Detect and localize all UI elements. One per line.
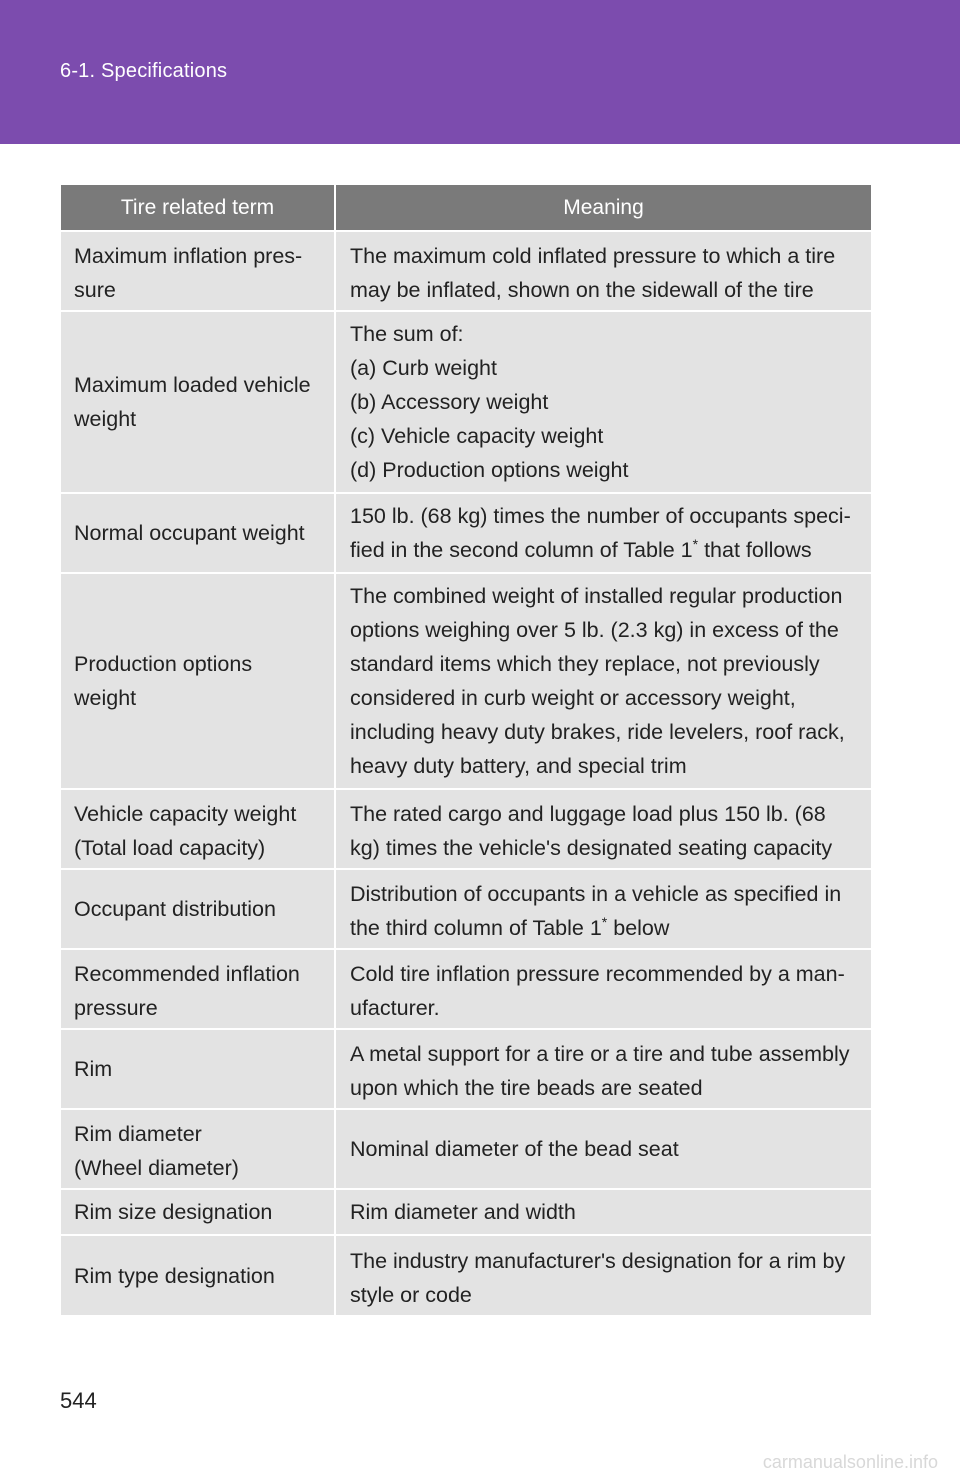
term-text: Vehicle capacity weight (74, 802, 297, 826)
meaning-text: that follows (704, 538, 812, 562)
footnote-mark: * (692, 535, 699, 552)
page-number: 544 (60, 1388, 97, 1413)
term-text: Rim type designation (74, 1263, 275, 1288)
section-title: 6-1. Specifications (60, 60, 228, 82)
meaning-text: kg) times the vehicle's designated seating capacity (350, 836, 833, 860)
table-row (61, 231, 871, 311)
term-text: (Total load capacity) (74, 836, 266, 860)
term-text: Rim diameter (74, 1122, 202, 1146)
term-text: Maximum loaded vehicle (74, 373, 311, 397)
meaning-text: The rated cargo and luggage load plus 150 lb. (68 (350, 802, 826, 826)
meaning-text: fied in the second column of Table 1 (350, 538, 693, 562)
term-cell (61, 311, 335, 493)
meaning-line (350, 533, 863, 567)
term-cell (61, 789, 335, 869)
term-cell (61, 949, 335, 1029)
header-bar (0, 0, 960, 144)
meaning-text: 150 lb. (68 kg) times the number of occupants speci- (350, 504, 851, 528)
meaning-cell (335, 231, 871, 311)
meaning-cell (335, 573, 871, 789)
meaning-text: The maximum cold inflated pressure to which a tire (350, 244, 836, 268)
term-text: Recommended inflation (74, 962, 300, 986)
meaning-line (350, 911, 863, 945)
footnote-mark: * (601, 913, 608, 930)
meaning-text: (d) Production options weight (350, 458, 629, 482)
tire-terms-table (61, 185, 871, 1315)
table-row (61, 1109, 871, 1189)
meaning-text: Cold tire inflation pressure recommended by a man- (350, 962, 845, 986)
term-cell (61, 1029, 335, 1109)
meaning-text: ufacturer. (350, 996, 440, 1020)
meaning-cell (335, 949, 871, 1029)
meaning-text: the third column of Table 1 (350, 916, 602, 940)
term-cell (61, 573, 335, 789)
meaning-cell (335, 1109, 871, 1189)
meaning-cell (335, 493, 871, 573)
meaning-text: options weighing over 5 lb. (2.3 kg) in excess of the (350, 618, 839, 642)
column-header-meaning: Meaning (335, 185, 871, 231)
meaning-text: Rim diameter and width (350, 1200, 576, 1224)
meaning-text: Distribution of occupants in a vehicle as specified in (350, 882, 842, 906)
term-text: Normal occupant weight (74, 521, 305, 545)
meaning-cell (335, 1189, 871, 1235)
term-cell (61, 1109, 335, 1189)
meaning-text: Nominal diameter of the bead seat (350, 1137, 679, 1161)
meaning-text: The sum of: (350, 322, 464, 346)
watermark: carmanualsonline.info (762, 1452, 938, 1472)
meaning-text: upon which the tire beads are seated (350, 1076, 703, 1100)
meaning-text: below (613, 916, 670, 940)
table-row (61, 1029, 871, 1109)
meaning-text: The industry manufacturer's designation for a rim by (350, 1248, 846, 1273)
term-text: Occupant distribution (74, 897, 276, 921)
meaning-text: A metal support for a tire or a tire and tube assembly (350, 1042, 850, 1066)
table-row (61, 789, 871, 869)
term-text: weight (74, 686, 137, 710)
table-row (61, 949, 871, 1029)
meaning-text: (b) Accessory weight (350, 390, 549, 414)
meaning-text: considered in curb weight or accessory weight, (350, 686, 796, 710)
meaning-text: standard items which they replace, not previously (350, 652, 820, 676)
term-text: sure (74, 278, 116, 302)
table-row (61, 1189, 871, 1235)
term-cell (61, 1235, 335, 1315)
meaning-text: (a) Curb weight (350, 356, 497, 380)
term-text: Rim (74, 1057, 113, 1081)
table-row (61, 311, 871, 493)
term-cell (61, 869, 335, 949)
meaning-text: heavy duty battery, and special trim (350, 754, 687, 778)
term-text: (Wheel diameter) (74, 1156, 239, 1180)
term-cell (61, 493, 335, 573)
table-row (61, 869, 871, 949)
table-row (61, 1235, 871, 1315)
table-row (61, 493, 871, 573)
meaning-cell (335, 869, 871, 949)
table-row (61, 573, 871, 789)
table-header-row (61, 185, 871, 231)
term-cell (61, 231, 335, 311)
term-text: Rim size designation (74, 1200, 273, 1224)
meaning-cell (335, 1235, 871, 1315)
column-header-term: Tire related term (61, 185, 335, 231)
meaning-cell (335, 789, 871, 869)
meaning-text: style or code (350, 1282, 472, 1307)
meaning-text: (c) Vehicle capacity weight (350, 424, 604, 448)
meaning-text: The combined weight of installed regular production (350, 584, 843, 608)
meaning-text: may be inflated, shown on the sidewall of the tire (350, 278, 814, 302)
meaning-text: including heavy duty brakes, ride levelers, roof rack, (350, 720, 845, 744)
term-text: pressure (74, 996, 158, 1020)
term-text: Maximum inflation pres- (74, 244, 303, 268)
meaning-cell (335, 1029, 871, 1109)
meaning-cell (335, 311, 871, 493)
term-cell (61, 1189, 335, 1235)
term-text: weight (74, 407, 137, 431)
term-text: Production options (74, 652, 253, 676)
